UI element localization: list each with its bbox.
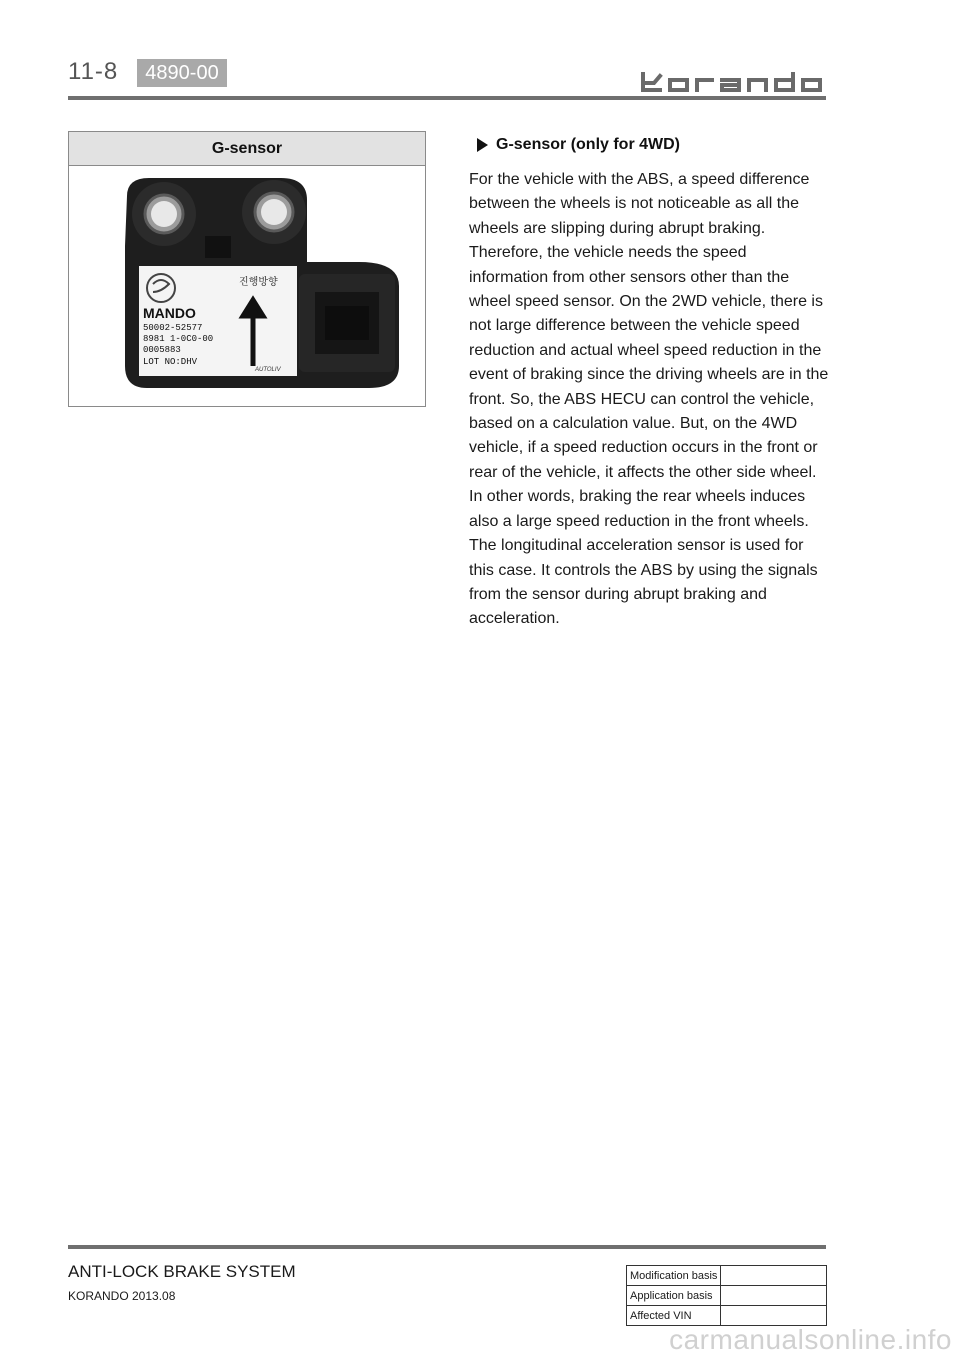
label-line-3: 8981 1-0C0-00 xyxy=(143,334,214,344)
triangle-bullet-icon xyxy=(477,138,488,152)
label-line-2: 50002-52577 xyxy=(143,323,203,333)
section-heading xyxy=(477,136,680,154)
label-line-4: 0005883 xyxy=(143,345,181,355)
affected-vin-label: Affected VIN xyxy=(627,1306,721,1326)
modification-basis-value xyxy=(721,1266,827,1286)
modification-basis-label: Modification basis xyxy=(627,1266,721,1286)
g-sensor-illustration xyxy=(69,166,425,407)
korando-logo xyxy=(640,72,826,92)
header-rule xyxy=(68,96,826,100)
affected-vin-value xyxy=(721,1306,827,1326)
table-row xyxy=(627,1286,827,1306)
modification-table xyxy=(626,1265,827,1326)
footer-system-title: ANTI-LOCK BRAKE SYSTEM xyxy=(68,1262,296,1281)
body-paragraph: For the vehicle with the ABS, a speed difference between the wheels is not noticeable as all the wheels are slipping during abrupt braking. Therefore, the vehicle needs the speed information from other sensors other than the wheel speed sensor. On the 2WD vehicle, there is not large difference between the vehicle speed reduction and actual wheel speed reduction in the event of braking since the driving wheels are in the front. So, the ABS HECU can control the vehicle, based on a calculation value. But, on the 4WD vehicle, if a speed reduction occurs in the front or rear of the vehicle, it affects the other side wheel. In other words, braking the rear wheels induces also a large speed reduction in the front wheels. The longitudinal acceleration sensor is used for this case. It controls the ABS by using the signals from the sensor during abrupt braking and acceleration. xyxy=(469,171,829,628)
watermark: carmanualsonline.info xyxy=(669,1324,952,1355)
application-basis-label: Application basis xyxy=(627,1286,721,1306)
footer-model-date: KORANDO 2013.08 xyxy=(68,1289,176,1303)
direction-label: 진행방향 xyxy=(239,277,278,288)
table-row xyxy=(627,1266,827,1286)
figure-table xyxy=(68,131,426,407)
footer-rule xyxy=(68,1245,826,1249)
brand-mark: AUTOLIV xyxy=(255,367,281,373)
table-row xyxy=(627,1306,827,1326)
label-line-1: MANDO xyxy=(143,305,196,321)
logo-text: korando xyxy=(640,72,644,73)
section-heading-text: G-sensor (only for 4WD) xyxy=(496,136,681,153)
figure-title: G-sensor xyxy=(69,132,425,166)
application-basis-value xyxy=(721,1286,827,1306)
page-number: 11-8 xyxy=(68,58,119,85)
label-line-5: LOT NO:DHV xyxy=(143,357,198,367)
section-code-badge: 4890-00 xyxy=(137,59,227,87)
g-sensor-photo xyxy=(69,166,425,407)
